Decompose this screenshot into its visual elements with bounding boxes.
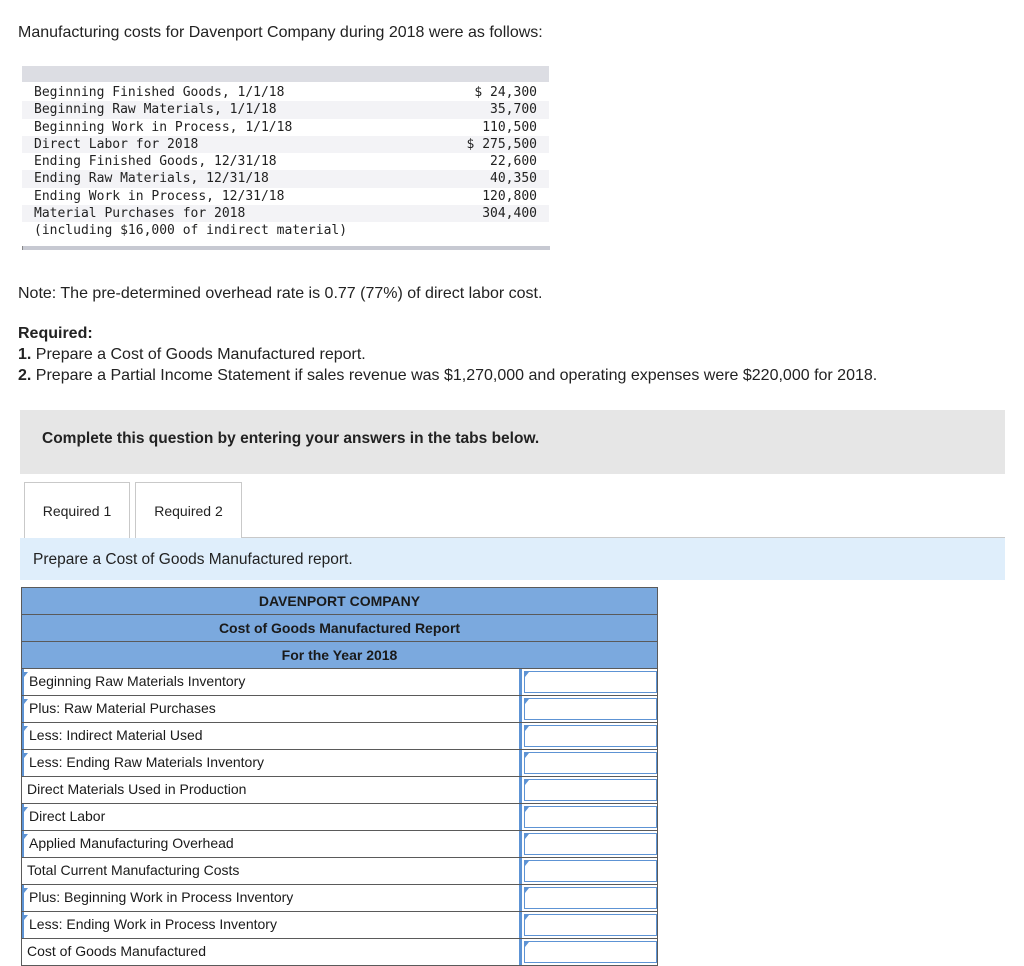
report-line-amount-input[interactable] [524,941,657,963]
report-line [22,831,657,858]
required-item-text: Prepare a Cost of Goods Manufactured report. [31,346,366,363]
report-line-amount-input[interactable] [524,887,657,909]
cogm-report-table [21,587,658,966]
report-line [22,669,657,696]
intro-text: Manufacturing costs for Davenport Company during 2018 were as follows: [18,24,543,41]
given-cost-label: Beginning Raw Materials, 1/1/18 [34,102,277,118]
required-item-1 [18,346,366,364]
required-item-number: 1. [18,346,32,363]
given-cost-value [457,222,537,239]
given-cost-label: Ending Raw Materials, 12/31/18 [34,171,269,187]
given-cost-label: Beginning Work in Process, 1/1/18 [34,119,293,135]
report-line-label-dropdown[interactable]: Beginning Raw Materials Inventory [22,669,522,695]
given-cost-label: Direct Labor for 2018 [34,136,199,152]
given-cost-row [22,136,549,153]
report-line-label-dropdown[interactable]: Plus: Raw Material Purchases [22,696,522,722]
given-cost-row [22,188,549,205]
given-cost-value: 304,400 [482,206,537,222]
overhead-note: Note: The pre-determined overhead rate is 0.77 (77%) of direct labor cost. [18,285,543,302]
report-line [22,885,657,912]
given-cost-label: Material Purchases for 2018 [34,206,246,222]
report-line [22,858,657,885]
report-line-amount-input[interactable] [524,725,657,747]
table-header-bar [22,66,549,82]
report-line-amount-input[interactable] [524,698,657,720]
given-cost-row [22,205,549,222]
given-cost-label: Ending Finished Goods, 12/31/18 [34,154,277,170]
tab-required-1[interactable] [24,482,130,538]
table-footer-bar [22,246,550,250]
report-line-amount-input[interactable] [524,671,657,693]
required-item-number: 2. [18,367,32,384]
report-line-label: Cost of Goods Manufactured [22,939,522,965]
given-cost-label: Ending Work in Process, 12/31/18 [34,188,285,204]
report-company: DAVENPORT COMPANY [22,588,657,615]
given-cost-row [22,170,549,187]
report-line-label-dropdown[interactable]: Less: Ending Raw Materials Inventory [22,750,522,776]
report-line-amount-input[interactable] [524,752,657,774]
given-cost-label: (including $16,000 of indirect material) [34,223,348,239]
given-cost-row [22,222,549,239]
tab-label: Required 2 [154,502,223,519]
given-cost-row [22,84,549,101]
required-heading: Required: [18,325,93,342]
report-line [22,912,657,939]
report-line-label-dropdown[interactable]: Plus: Beginning Work in Process Inventory [22,885,522,911]
given-cost-value: 35,700 [490,102,537,118]
given-costs-table [22,66,549,256]
report-line [22,723,657,750]
prompt-text: Prepare a Cost of Goods Manufactured report. [33,551,353,568]
tab-required-2[interactable] [135,482,242,538]
required-item-text: Prepare a Partial Income Statement if sales revenue was $1,270,000 and operating expenses were $220,000 for 2018. [31,367,878,384]
required-item-2 [18,367,877,385]
given-cost-value: 22,600 [490,154,537,170]
report-line-amount-input[interactable] [524,833,657,855]
prompt-bar [20,538,1005,580]
given-cost-value: $ 275,500 [466,136,537,152]
given-cost-label: Beginning Finished Goods, 1/1/18 [34,85,285,100]
report-title: Cost of Goods Manufactured Report [22,615,657,642]
instruction-text: Complete this question by entering your answers in the tabs below. [42,430,540,447]
given-cost-value: 120,800 [482,188,537,204]
given-cost-value: 40,350 [490,171,537,187]
report-line-amount-input[interactable] [524,806,657,828]
given-costs-rows [22,84,549,240]
report-line [22,804,657,831]
instruction-banner [20,410,1005,474]
report-line [22,777,657,804]
report-line-label: Direct Materials Used in Production [22,777,522,803]
report-period: For the Year 2018 [22,642,657,669]
report-line-amount-input[interactable] [524,914,657,936]
report-line-label-dropdown[interactable]: Direct Labor [22,804,522,830]
report-line [22,750,657,777]
report-line-label-dropdown[interactable]: Less: Indirect Material Used [22,723,522,749]
report-line [22,939,657,965]
report-line-label-dropdown[interactable]: Applied Manufacturing Overhead [22,831,522,857]
report-line-label-dropdown[interactable]: Less: Ending Work in Process Inventory [22,912,522,938]
report-line-amount-input[interactable] [524,860,657,882]
report-line-label: Total Current Manufacturing Costs [22,858,522,884]
given-cost-value: $ 24,300 [474,85,537,100]
report-line [22,696,657,723]
given-cost-row [22,119,549,136]
given-cost-row [22,153,549,170]
report-line-amount-input[interactable] [524,779,657,801]
tab-label: Required 1 [42,502,112,519]
given-cost-row [22,101,549,118]
given-cost-value: 110,500 [482,119,537,135]
report-lines [22,669,657,965]
